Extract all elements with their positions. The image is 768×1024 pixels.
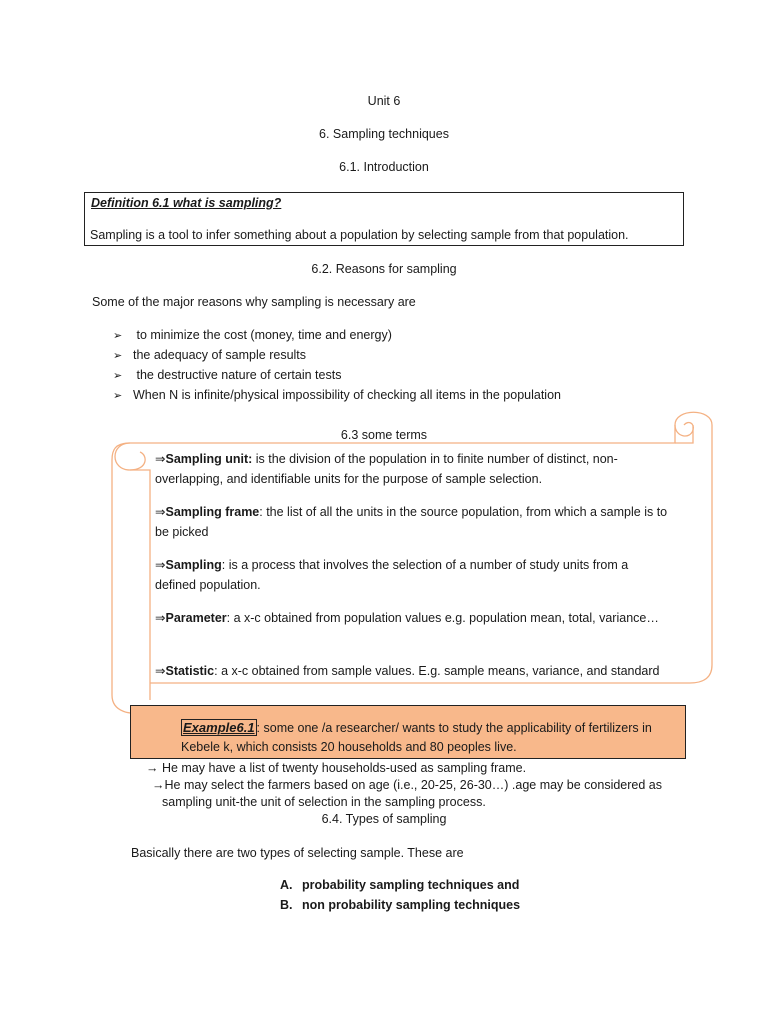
- definition-text: Sampling is a tool to infer something about a population by selecting sample from that population.: [90, 228, 629, 242]
- example-box: [130, 705, 686, 759]
- term-sampling: ⇒Sampling: is a process that involves the selection of a number of study units from a defined population.: [155, 558, 629, 592]
- definition-box: [84, 192, 684, 246]
- arrowhead-bullet-icon: ➢: [113, 390, 123, 402]
- arrowhead-bullet-icon: ➢: [113, 350, 123, 362]
- reasons-intro: Some of the major reasons why sampling is necessary are: [92, 295, 416, 309]
- terms-heading: 6.3 some terms: [340, 428, 428, 442]
- definition-title: Definition 6.1 what is sampling?: [91, 196, 282, 210]
- reasons-heading: 6.2. Reasons for sampling: [311, 262, 457, 276]
- term-sampling-unit: ⇒Sampling unit: is the division of the population in to finite number of distinct, non-overlapping, and identifiable units for the purpose of sample selection.: [155, 452, 618, 486]
- example-label: Example6.1: [183, 720, 255, 735]
- type-item: B. non probability sampling techniques: [280, 898, 521, 912]
- reason-item: ➢ When N is infinite/physical impossibility of checking all items in the population: [113, 388, 561, 402]
- reason-item: ➢ the destructive nature of certain tests: [113, 368, 342, 382]
- arrowhead-bullet-icon: ➢: [113, 330, 123, 342]
- chapter-heading: 6. Sampling techniques: [319, 127, 449, 141]
- type-item: A. probability sampling techniques and: [280, 878, 520, 892]
- types-intro: Basically there are two types of selecting sample. These are: [131, 846, 464, 860]
- reason-item: ➢ to minimize the cost (money, time and energy): [113, 328, 392, 342]
- unit-heading: Unit 6: [367, 94, 401, 108]
- example-text: Example6.1 : some one /a researcher/ wants to study the applicability of fertilizers in Kebele k, which consists 20 households and 80 peoples live.: [181, 720, 652, 754]
- term-parameter: ⇒Parameter: a x-c obtained from population values e.g. population mean, total, variance…: [155, 611, 659, 625]
- example-note: →He may select the farmers based on age (i.e., 20-25, 26-30…) .age may be considered as: [152, 778, 662, 792]
- reason-item: ➢ the adequacy of sample results: [113, 348, 307, 362]
- term-sampling-frame: ⇒Sampling frame: the list of all the units in the source population, from which a sample is to be picked: [155, 505, 668, 539]
- arrowhead-bullet-icon: ➢: [113, 370, 123, 382]
- term-statistic: ⇒Statistic: a x-c obtained from sample values. E.g. sample means, variance, and standard: [155, 664, 660, 678]
- intro-heading: 6.1. Introduction: [339, 160, 429, 174]
- example-note: → He may have a list of twenty households-used as sampling frame.: [146, 761, 527, 775]
- types-heading: 6.4. Types of sampling: [321, 812, 447, 826]
- example-note: sampling unit-the unit of selection in the sampling process.: [162, 795, 486, 809]
